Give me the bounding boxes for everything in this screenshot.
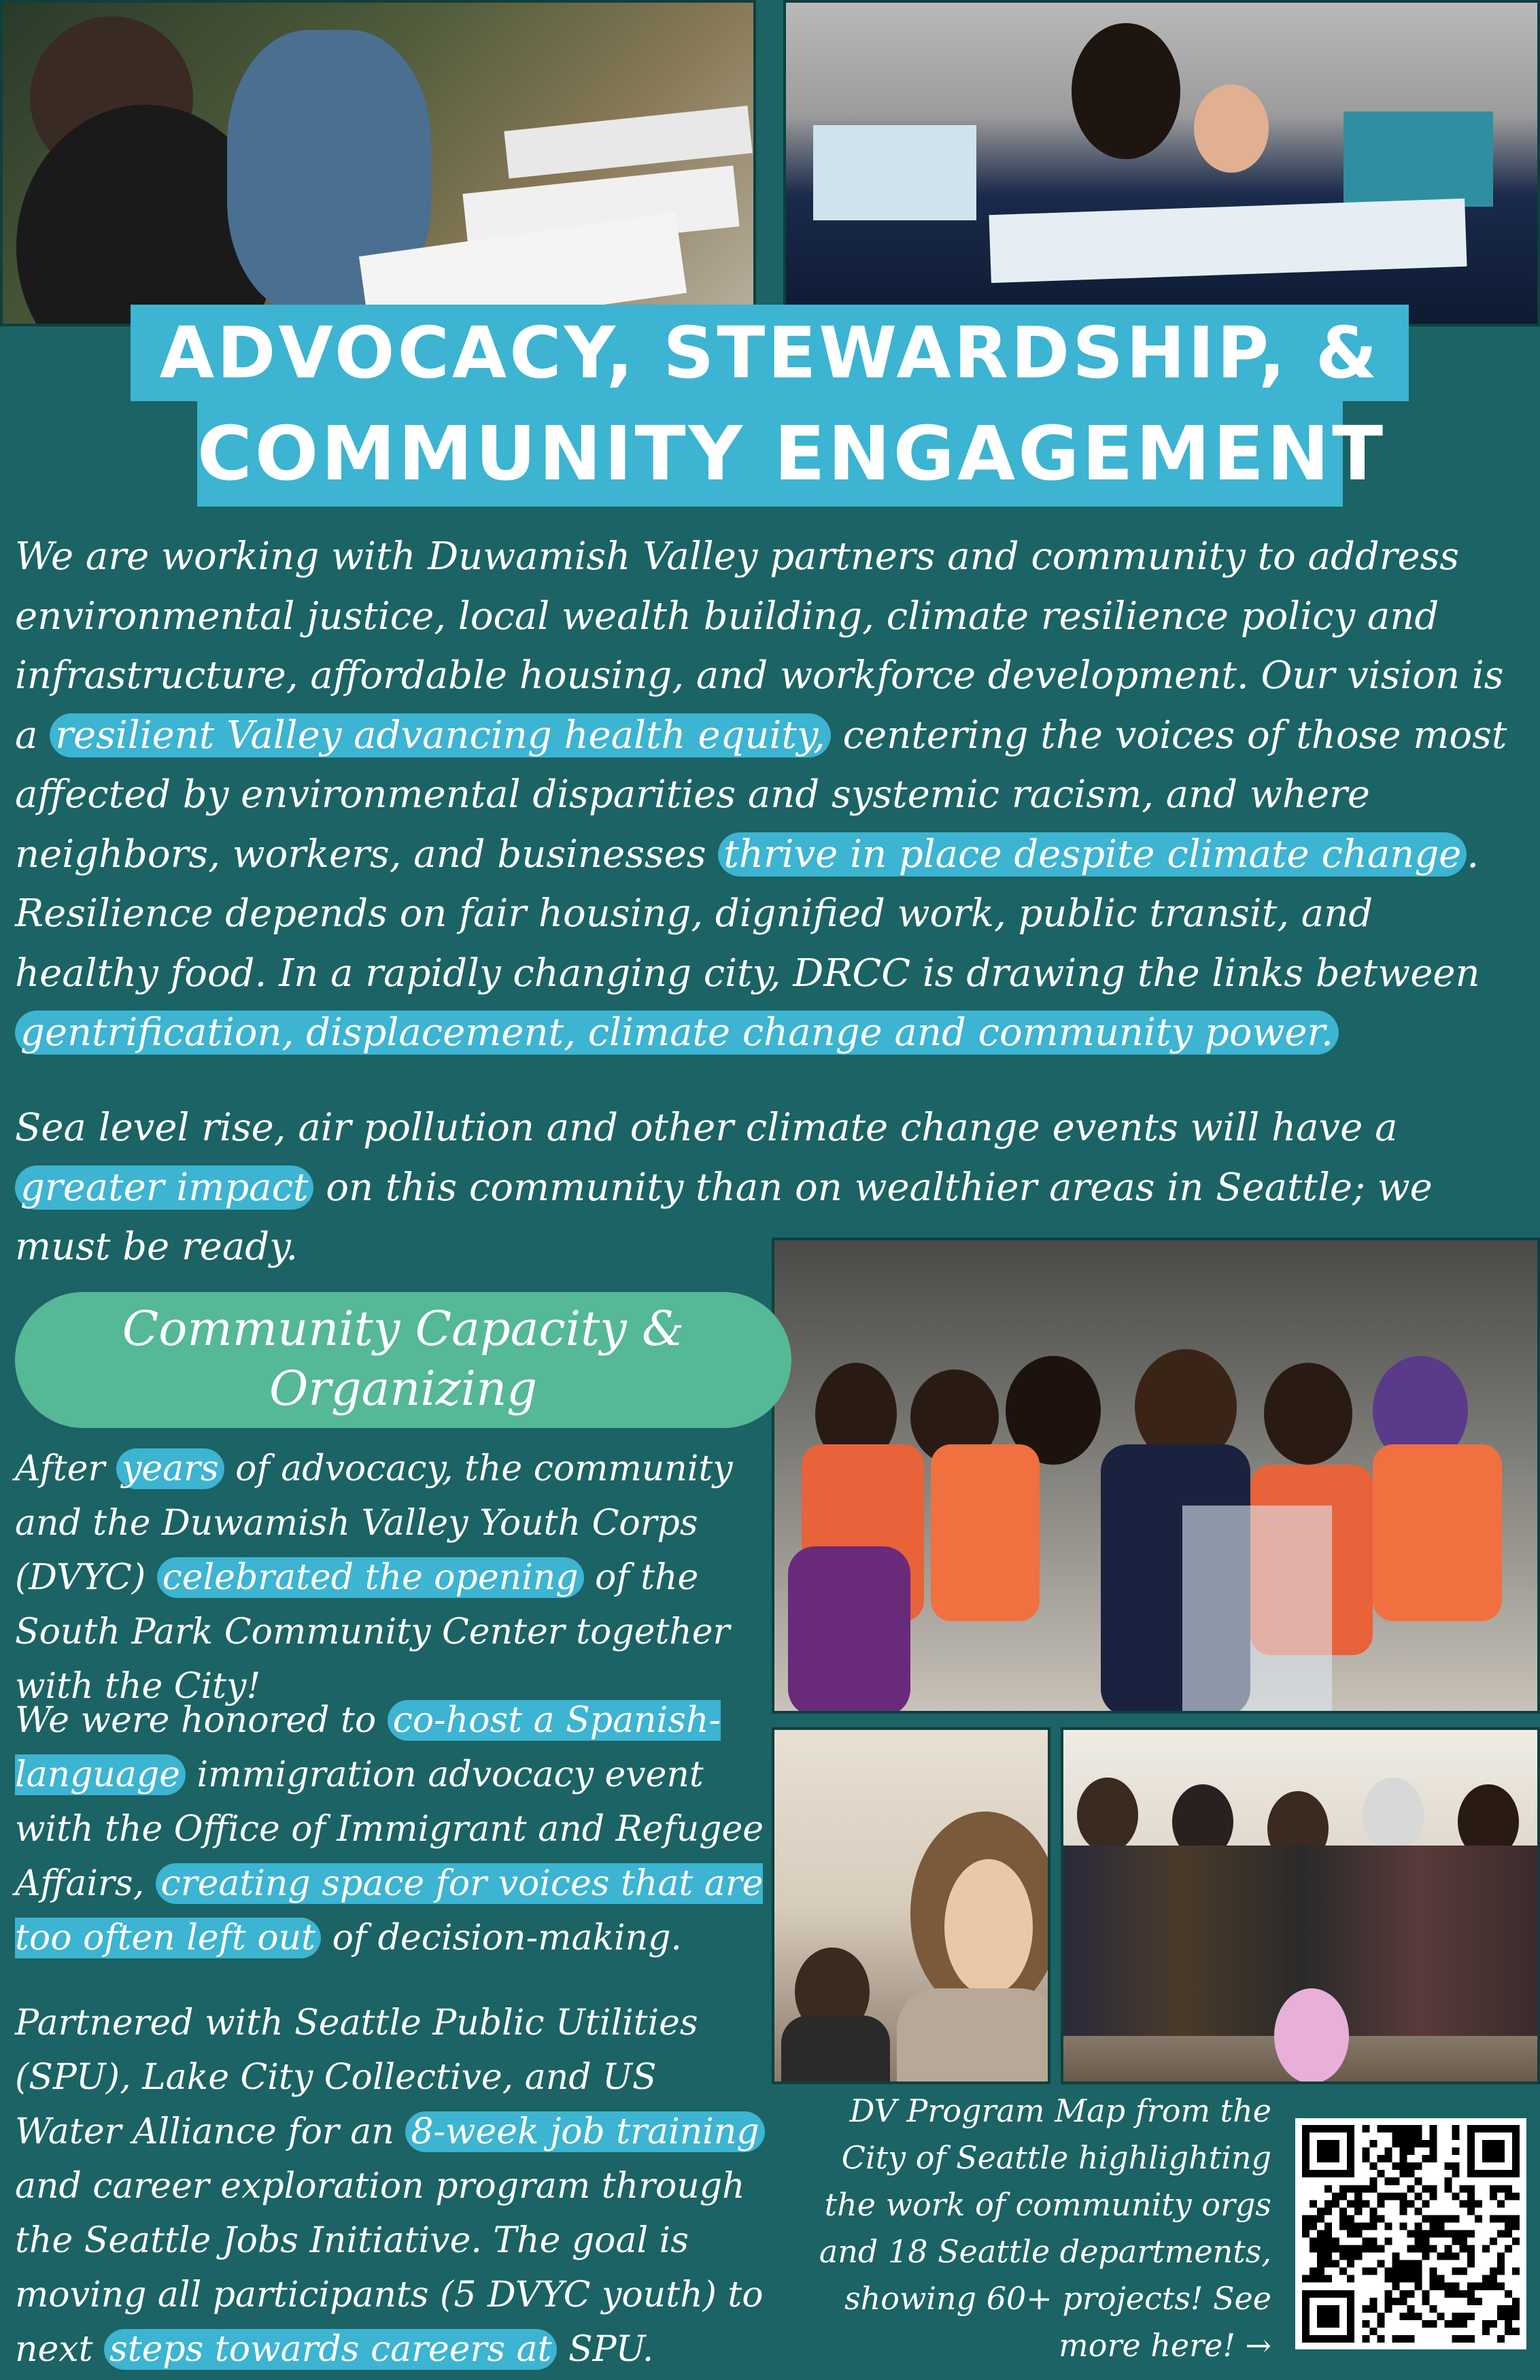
highlighted-phrase: creating space for voices that are too often left out [15, 1863, 764, 1958]
qr-code-icon[interactable] [1295, 2118, 1526, 2349]
text-run: We are working with Duwamish Valley partners and community to address environmental justice, local wealth building, climate resilience policy and infrastructure, affordable housing, and workforce development. Our vision is a [15, 534, 1504, 758]
text-run: After [15, 1448, 116, 1489]
text-run: Partnered with Seattle Public Utilities (SPU), Lake City Collective, and US Water Alliance for an [15, 2003, 698, 2152]
text-run: of the South Park Community Center together with the City! [15, 1557, 730, 1707]
photo-community-planning-game [0, 0, 756, 326]
text-run: on this community than on wealthier areas in Seattle; we must be ready. [15, 1165, 1433, 1269]
text-run: SPU. [557, 2329, 654, 2370]
page-title-line-1: ADVOCACY, STEWARDSHIP, & [131, 305, 1409, 401]
section-heading-community-capacity: Community Capacity & Organizing [15, 1292, 791, 1428]
text-run: of advocacy, the community and the Duwamish Valley Youth Corps (DVYC) [15, 1448, 733, 1598]
text-run: and career exploration program through the Seattle Jobs Initiative. The goal is moving all participants (5 DVYC youth) to next [15, 2166, 764, 2370]
photo-group-gathering [1061, 1727, 1540, 2084]
page-title-line-2: COMMUNITY ENGAGEMENT [197, 401, 1343, 507]
text-run: . Resilience depends on fair housing, dignified work, public transit, and healthy food. In a rapidly changing city, DRCC is drawing the links between [15, 832, 1480, 996]
text-run: Sea level rise, air pollution and other climate change events will have a [15, 1106, 1398, 1150]
text-run: We were honored to [15, 1700, 388, 1741]
qr-caption: DV Program Map from the City of Seattle highlighting the work of community orgs and 18 Seattle departments, showing 60+ projects! See more here! → [819, 2092, 1271, 2364]
highlighted-phrase: resilient Valley advancing health equity, [50, 713, 831, 758]
highlighted-phrase: gentrification, displacement, climate change and community power. [15, 1010, 1339, 1055]
text-run: of decision-making. [321, 1918, 682, 1958]
body-paragraph-job-training [15, 1996, 770, 2377]
photo-community-center-opening [772, 1238, 1540, 1714]
body-paragraph-community-center [15, 1442, 770, 1714]
photo-immigration-event [772, 1727, 1050, 2084]
highlighted-phrase: steps towards careers at [104, 2329, 557, 2370]
highlighted-phrase: co-host a Spanish-language [15, 1700, 721, 1795]
highlighted-phrase: 8-week job training [405, 2111, 764, 2152]
intro-paragraph-1 [15, 527, 1524, 1063]
highlighted-phrase: greater impact [15, 1166, 313, 1210]
highlighted-phrase: years [116, 1448, 224, 1489]
body-paragraph-immigration-event [15, 1693, 770, 1965]
text-run: immigration advocacy event with the Office of Immigrant and Refugee Affairs, [15, 1754, 764, 1904]
highlighted-phrase: thrive in place despite climate change [718, 832, 1467, 877]
photo-outreach-table [783, 0, 1540, 326]
highlighted-phrase: celebrated the opening [157, 1557, 584, 1598]
text-run: centering the voices of those most affected by environmental disparities and systemic racism, and where neighbors, workers, and businesses [15, 713, 1507, 877]
